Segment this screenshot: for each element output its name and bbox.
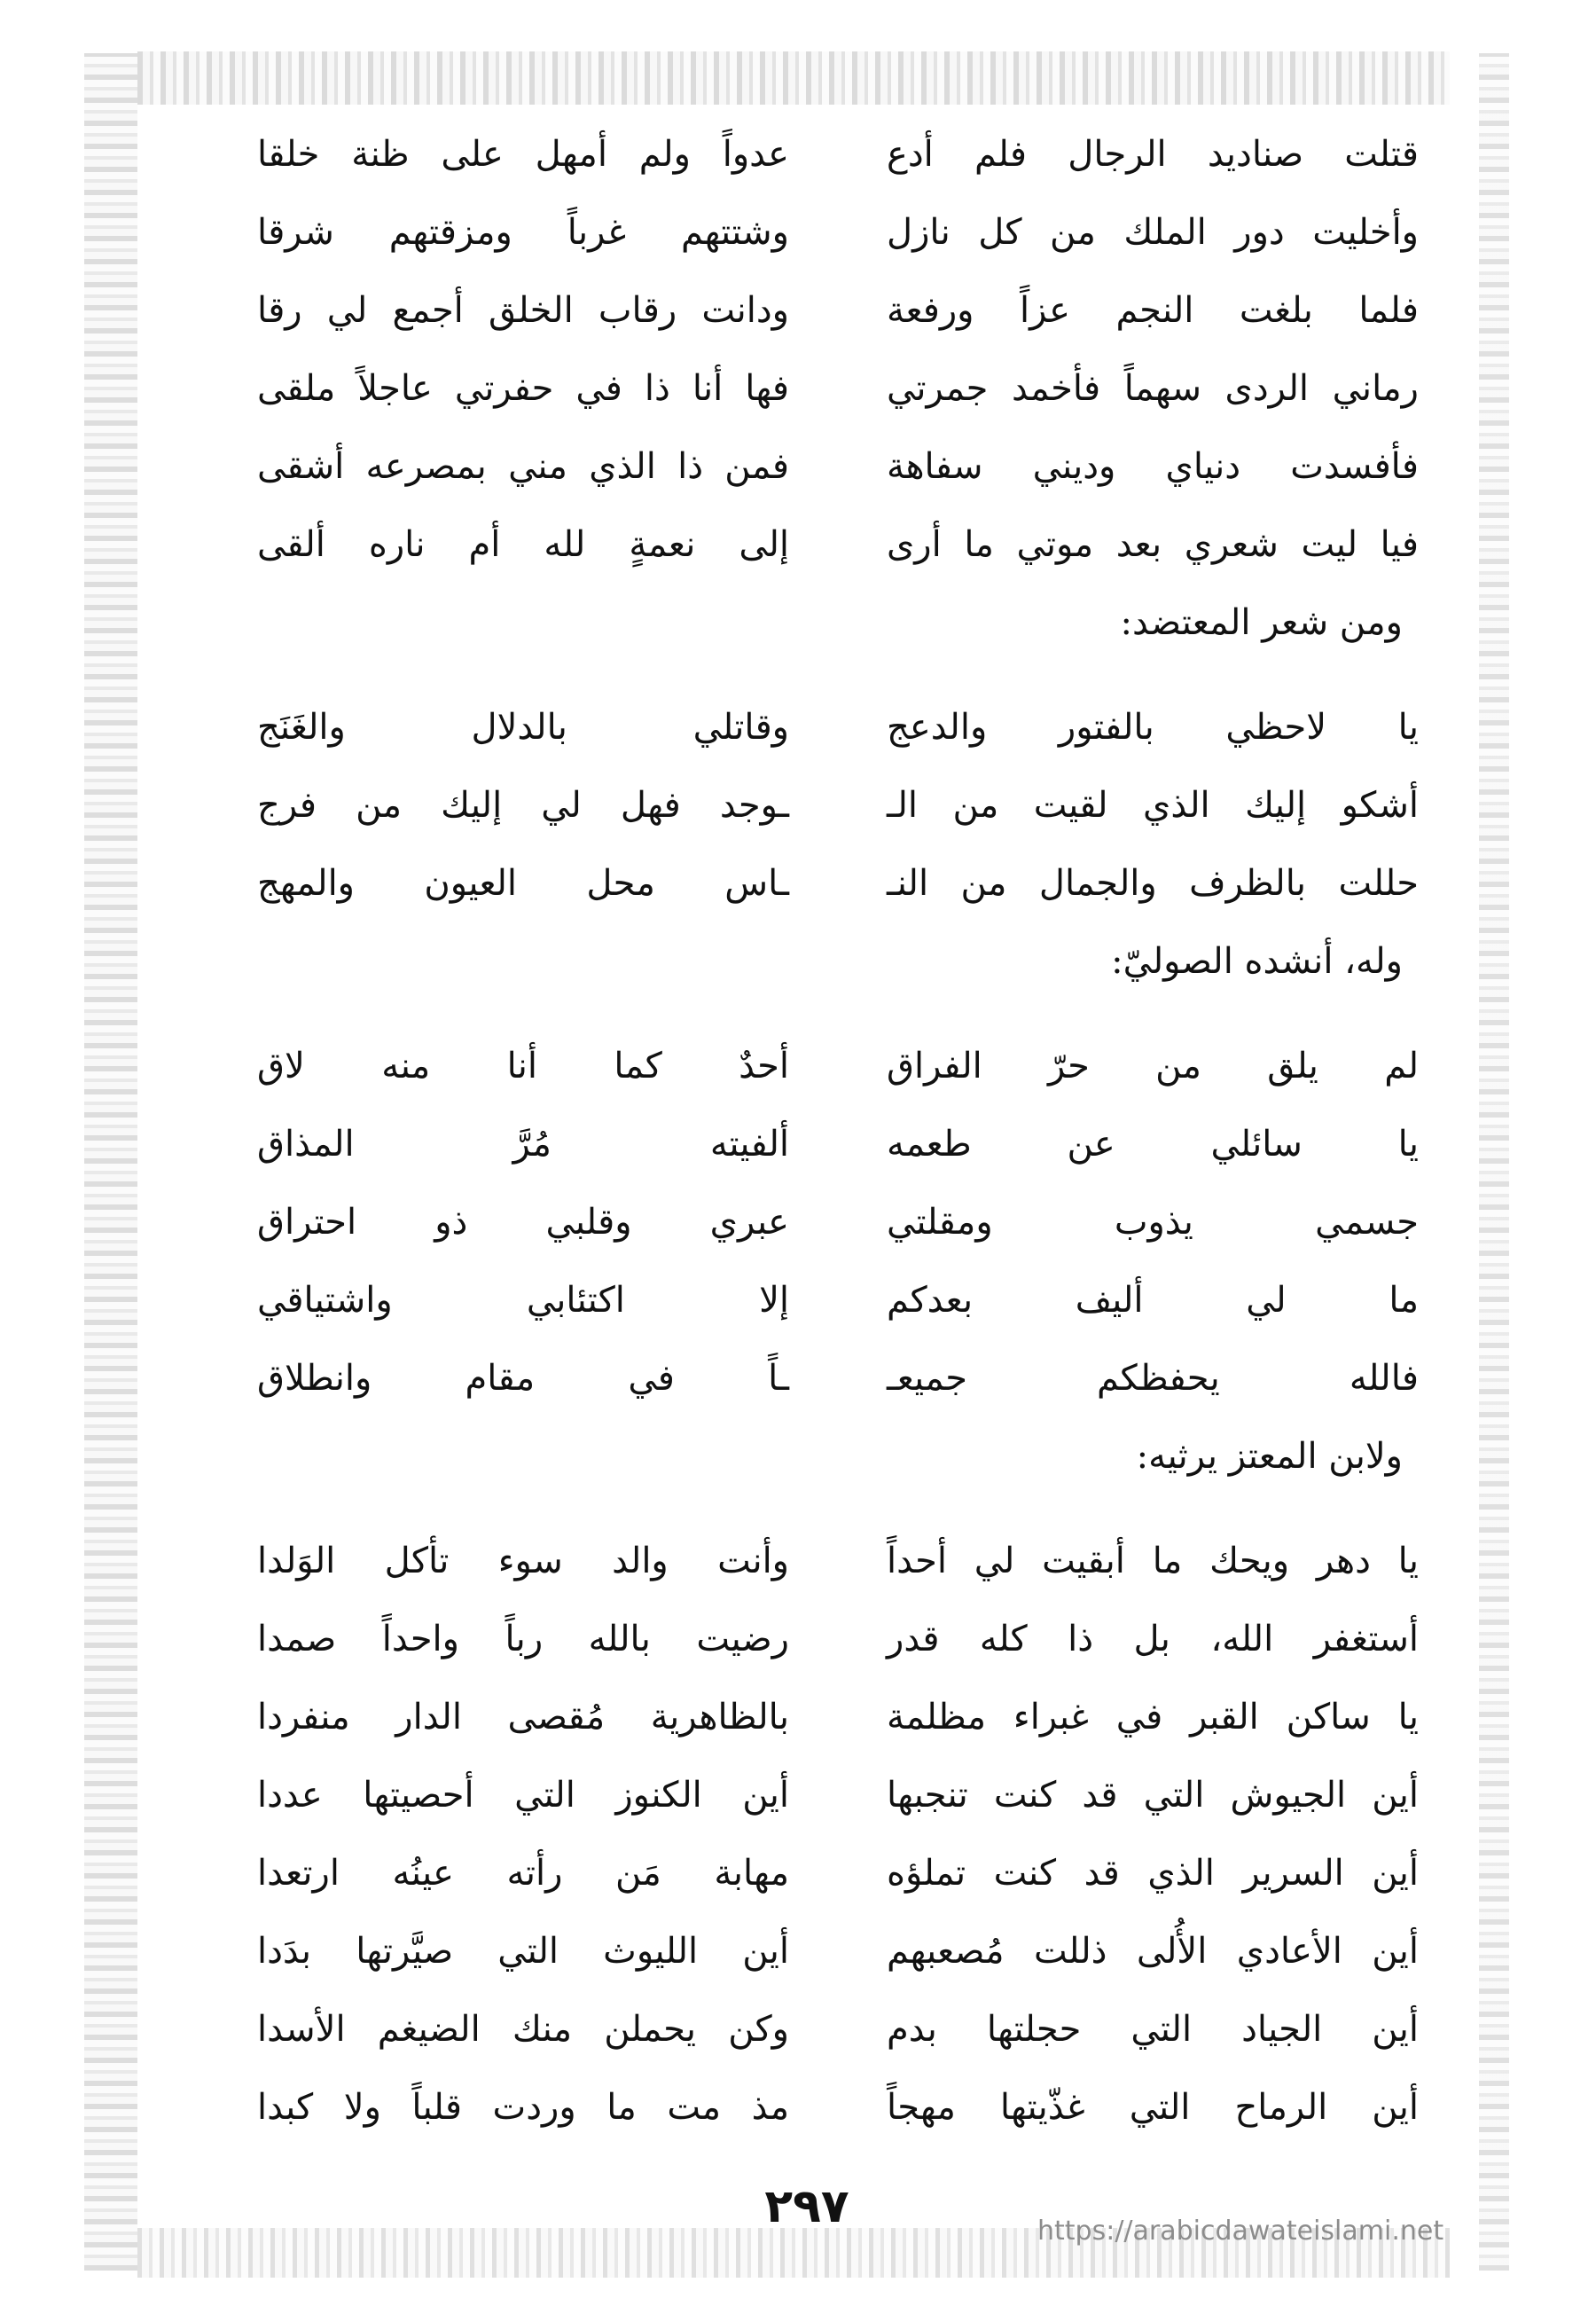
verse-second-hemistich: بالظاهرية مُقصى الدار منفردا (257, 1697, 789, 1737)
verse-first-hemistich: فلما بلغت النجم عزاً ورفعة (887, 290, 1419, 331)
verse-first-hemistich: يا لاحظي بالفتور والدعج (887, 707, 1419, 748)
verse-first-hemistich: أين الجياد التي حجلتها بدم (887, 2009, 1419, 2050)
watermark-url: https://arabicdawateislami.net (1037, 2216, 1444, 2247)
verse-line (257, 1105, 1419, 1183)
verse-first-hemistich: أين الجيوش التي قد كنت تنجبها (887, 1775, 1419, 1816)
verse-second-hemistich: فمن ذا الذي مني بمصرعه أشقى (257, 446, 789, 487)
verse-first-hemistich: فالله يحفظكم جميعـ (887, 1358, 1419, 1399)
verse-first-hemistich: يا دهر ويحك ما أبقيت لي أحداً (887, 1541, 1419, 1581)
verse-second-hemistich: عدواً ولم أمهل على ظنة خلقا (257, 134, 789, 175)
verse-first-hemistich: أشكو إليك الذي لقيت من الـ (887, 785, 1419, 826)
verse-first-hemistich: ما لي أليف بعدكم (887, 1280, 1419, 1321)
verse-second-hemistich: وأنت والد سوء تأكل الوَلدا (257, 1541, 789, 1581)
spacer (257, 1000, 1419, 1027)
page-number: ٢٩٧ (764, 2180, 849, 2233)
poem-body (257, 115, 1419, 2146)
page-border-right (1479, 53, 1509, 2271)
verse-first-hemistich: لم يلق من حرّ الفراق (887, 1046, 1419, 1086)
section-heading: ومن شعر المعتضد: (1120, 602, 1403, 643)
verse-first-hemistich: جسمي يذوب ومقلتي (887, 1202, 1419, 1243)
verse-second-hemistich: ـاً في مقام وانطلاق (257, 1358, 789, 1399)
verse-line (257, 1339, 1419, 1417)
verse-line (257, 1522, 1419, 1600)
verse-second-hemistich: ـاس محل العيون والمهج (257, 863, 789, 904)
verse-second-hemistich: ألفيته مُرَّ المذاق (257, 1124, 789, 1165)
verse-line (257, 1027, 1419, 1105)
verse-line (257, 1834, 1419, 1912)
verse-second-hemistich: إلى نعمةٍ لله أم ناره ألقى (257, 524, 789, 565)
verse-line (257, 193, 1419, 271)
verse-line (257, 766, 1419, 844)
verse-line (257, 1912, 1419, 1990)
verse-line (257, 428, 1419, 506)
verse-second-hemistich: وشتتهم غرباً ومزقتهم شرقا (257, 212, 789, 253)
verse-first-hemistich: أين الأعادي الأُلى ذللت مُصعبهم (887, 1931, 1419, 1972)
verse-second-hemistich: عبري وقلبي ذو احتراق (257, 1202, 789, 1243)
verse-first-hemistich: أستغفر الله، بل ذا كله قدر (887, 1619, 1419, 1659)
verse-first-hemistich: يا ساكن القبر في غبراء مظلمة (887, 1697, 1419, 1737)
verse-second-hemistich: رضيت بالله رباً واحداً صمدا (257, 1619, 789, 1659)
verse-first-hemistich: فأفسدت دنياي وديني سفاهة (887, 446, 1419, 487)
verse-line (257, 506, 1419, 584)
verse-line (257, 1261, 1419, 1339)
verse-line (257, 844, 1419, 922)
verse-second-hemistich: أين الكنوز التي أحصيتها عددا (257, 1775, 789, 1816)
verse-second-hemistich: إلا اكتئابي واشتياقي (257, 1280, 789, 1321)
verse-first-hemistich: فيا ليت شعري بعد موتي ما أرى (887, 524, 1419, 565)
verse-second-hemistich: مهابة مَن رأته عينُه ارتعدا (257, 1853, 789, 1894)
verse-second-hemistich: وكن يحملن منك الضيغم الأسدا (257, 2009, 789, 2050)
verse-line (257, 1756, 1419, 1834)
verse-line (257, 1678, 1419, 1756)
verse-second-hemistich: فها أنا ذا في حفرتي عاجلاً ملقى (257, 368, 789, 409)
verse-second-hemistich: أين الليوث التي صيَّرتها بدَدا (257, 1931, 789, 1972)
verse-line (257, 115, 1419, 193)
verse-second-hemistich: أحدٌ كما أنا منه لاق (257, 1046, 789, 1086)
verse-first-hemistich: أين الرماح التي غذّيتها مهجاً (887, 2087, 1419, 2128)
page-border-top (137, 51, 1450, 105)
verse-line (257, 1600, 1419, 1678)
verse-first-hemistich: وأخليت دور الملك من كل نازل (887, 212, 1419, 253)
verse-line (257, 349, 1419, 428)
section-heading: وله، أنشده الصوليّ: (1111, 941, 1403, 982)
spacer (257, 1495, 1419, 1522)
page-border-left (84, 53, 137, 2271)
section-heading: ولابن المعتز يرثيه: (1136, 1436, 1403, 1477)
verse-second-hemistich: ودانت رقاب الخلق أجمع لي رقا (257, 290, 789, 331)
verse-first-hemistich: أين السرير الذي قد كنت تملؤه (887, 1853, 1419, 1894)
verse-first-hemistich: حللت بالظرف والجمال من النـ (887, 863, 1419, 904)
verse-line (257, 271, 1419, 349)
verse-first-hemistich: يا سائلي عن طعمه (887, 1124, 1419, 1165)
verse-line (257, 688, 1419, 766)
verse-second-hemistich: وقاتلي بالدلال والغَنَج (257, 707, 789, 748)
verse-line (257, 2068, 1419, 2146)
verse-first-hemistich: رماني الردى سهماً فأخمد جمرتي (887, 368, 1419, 409)
verse-line (257, 1183, 1419, 1261)
verse-second-hemistich: ـوجد فهل لي إليك من فرج (257, 785, 789, 826)
verse-line (257, 1990, 1419, 2068)
verse-second-hemistich: مذ مت ما وردت قلباً ولا كبدا (257, 2087, 789, 2128)
verse-first-hemistich: قتلت صناديد الرجال فلم أدع (887, 134, 1419, 175)
spacer (257, 662, 1419, 688)
